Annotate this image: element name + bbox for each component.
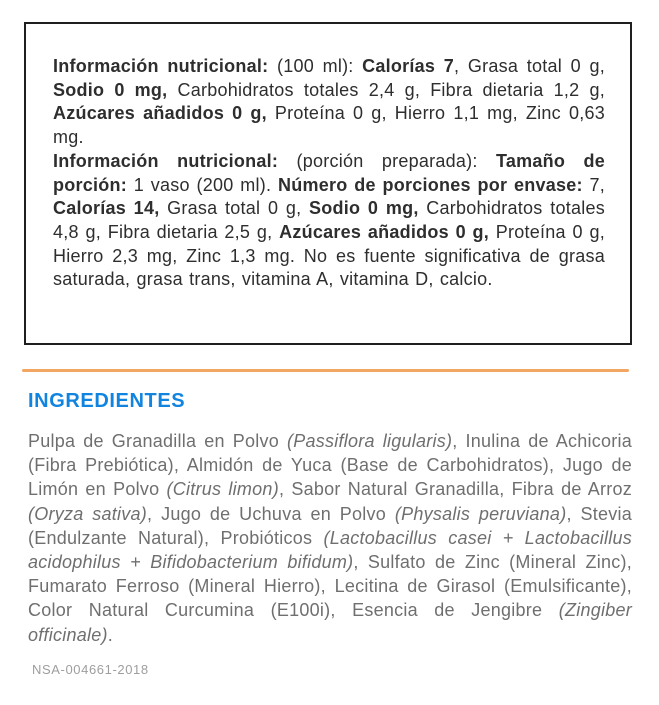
registration-code: NSA-004661-2018 [32,662,149,677]
nutrition-paragraph-prepared: Información nutricional: (porción preparada): Tamaño de porción: 1 vaso (200 ml). Número de porciones por envase: 7, Calorías 14, Grasa total 0 g, Sodio 0 mg, Carbohidratos totales 4,8 g, Fibra dietaria 2,5 g, Azúcares añadidos 0 g, Proteína 0 g, Hierro 2,3 mg, Zinc 1,3 mg. No es fuente significativa de grasa saturada, grasa trans, vitamina A, vitamina D, calcio. [53,150,606,290]
orange-divider [22,369,629,372]
ingredients-paragraph: Pulpa de Granadilla en Polvo (Passiflora ligularis), Inulina de Achicoria (Fibra Prebiótica), Almidón de Yuca (Base de Carbohidratos), Jugo de Limón en Polvo (Citrus limon), Sabor Natural Granadilla, Fibra de Arroz (Oryza sativa), Jugo de Uchuva en Polvo (Physalis peruviana), Stevia (Endulzante Natural), Probióticos (Lactobacillus casei + Lactobacillus acidophilus + Bifidobacterium bifidum), Sulfato de Zinc (Mineral Zinc), Fumarato Ferroso (Mineral Hierro), Lecitina de Girasol (Emulsificante), Color Natural Curcumina (E100i), Esencia de Jengibre (Zingiber officinale). [28,431,633,645]
nutrition-paragraph-100ml: Información nutricional: (100 ml): Calorías 7, Grasa total 0 g, Sodio 0 mg, Carbohidratos totales 2,4 g, Fibra dietaria 1,2 g, Azúcares añadidos 0 g, Proteína 0 g, Hierro 1,1 mg, Zinc 0,63 mg. [53,56,606,148]
nutrition-facts-box [24,22,632,345]
ingredients-heading: INGREDIENTES [28,390,186,412]
